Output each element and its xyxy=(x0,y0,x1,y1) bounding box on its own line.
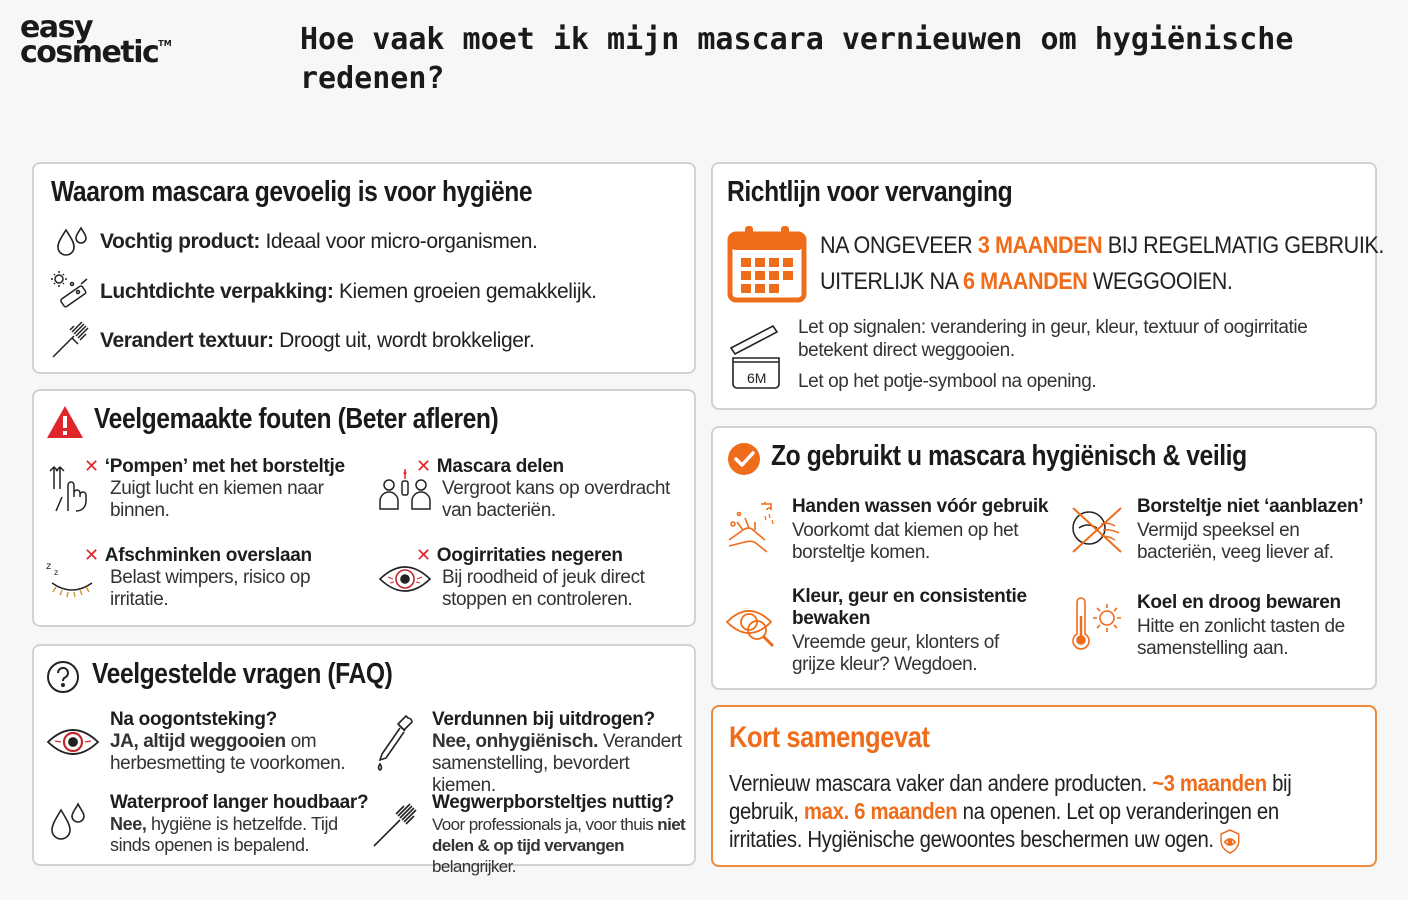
faq-3-answer: Nee, hygiëne is hetzelfde. Tijd sinds openen is bepalend. xyxy=(110,814,338,855)
card-mistakes-title: Veelgemaakte fouten (Beter afleren) xyxy=(94,403,499,435)
faq-4-question: Wegwerpborsteltjes nuttig? xyxy=(432,792,675,813)
mistake-4-body: Bij roodheid of jeuk direct stoppen en controleren. xyxy=(442,567,645,610)
faq-4-answer: Voor professionals ja, voor thuis niet delen & op tijd vervangen belangrijker. xyxy=(432,815,686,876)
guideline-line-2: UITERLIJK NA 6 MAANDEN WEGGOOIEN. xyxy=(820,268,1233,295)
shield-eye-icon xyxy=(1219,828,1240,854)
logo-line-1: easy xyxy=(20,10,93,45)
page-title: Hoe vaak moet ik mijn mascara vernieuwen om hygiënische redenen? xyxy=(300,22,1294,96)
usage-2-body: Vermijd speeksel en bacteriën, veeg liever af. xyxy=(1137,520,1334,563)
usage-2-title: Borsteltje niet ‘aanblazen’ xyxy=(1137,496,1364,517)
card-why-title: Waarom mascara gevoelig is voor hygiëne xyxy=(51,176,533,208)
summary-text: Vernieuw mascara vaker dan andere producten. ~3 maanden bij gebruik, max. 6 maanden na openen. Let op veranderingen en irritaties. Hygiënische gewoontes beschermen uw ogen. xyxy=(729,770,1292,852)
mistake-4-title: ✕ Oogirritaties negeren xyxy=(416,545,623,566)
logo-line-2: cosmetic xyxy=(20,34,159,70)
mascara-brush-icon xyxy=(50,320,94,360)
why-item-1: Vochtig product: Ideaal voor micro-organismen. xyxy=(100,230,538,253)
guideline-pao-text: Let op het potje-symbool na opening. xyxy=(798,371,1097,392)
card-faq xyxy=(32,644,696,876)
faq-1-answer: JA, altijd weggooien om herbesmetting te voorkomen. xyxy=(110,731,346,774)
usage-3-body: Vreemde geur, klonters of grijze kleur? Wegdoen. xyxy=(792,632,999,675)
hand-wash-icon xyxy=(725,500,779,558)
card-summary xyxy=(711,705,1377,867)
pao-label: 6M xyxy=(747,370,767,386)
faq-2-question: Verdunnen bij uitdrogen? xyxy=(432,709,655,730)
disposable-wand-icon xyxy=(370,796,420,850)
thermometer-sun-icon xyxy=(1069,596,1125,656)
card-why-hygiene xyxy=(32,162,696,374)
eye-magnifier-icon xyxy=(725,600,781,652)
guideline-signal-text: Let op signalen: verandering in geur, kleur, textuur of oogirritatie betekent direct weggooien. xyxy=(798,317,1308,361)
infected-eye-icon xyxy=(46,724,100,760)
warning-icon xyxy=(46,405,84,439)
summary-title: Kort samengevat xyxy=(729,721,930,754)
card-hygienic-usage xyxy=(711,426,1377,690)
water-drops-icon xyxy=(54,224,90,260)
card-faq-title: Veelgestelde vragen (FAQ) xyxy=(92,658,393,690)
faq-1-question: Na oogontsteking? xyxy=(110,709,277,730)
germ-tube-icon xyxy=(50,270,94,314)
faq-3-question: Waterproof langer houdbaar? xyxy=(110,792,369,813)
usage-4-title: Koel en droog bewaren xyxy=(1137,592,1341,613)
calendar-icon xyxy=(727,224,807,304)
logo-trademark: TM xyxy=(158,38,172,48)
card-usage-title: Zo gebruikt u mascara hygiënisch & veilig xyxy=(771,440,1247,472)
check-circle-icon xyxy=(727,442,761,476)
svg-text:z: z xyxy=(54,568,59,577)
mistake-3-body: Belast wimpers, risico op irritatie. xyxy=(110,567,311,610)
usage-4-body: Hitte en zonlicht tasten de samenstelling aan. xyxy=(1137,616,1345,659)
why-item-2: Luchtdichte verpakking: Kiemen groeien gemakkelijk. xyxy=(100,280,597,303)
svg-text:z: z xyxy=(46,561,52,572)
usage-3-title: Kleur, geur en consistentie bewaken xyxy=(792,586,1027,629)
mistake-3-title: ✕ Afschminken overslaan xyxy=(84,545,312,566)
brand-logo xyxy=(20,10,172,70)
mistake-2-title: ✕ Mascara delen xyxy=(416,456,564,477)
card-common-mistakes xyxy=(32,389,696,627)
mistake-1-title: ✕ ‘Pompen’ met het borsteltje xyxy=(84,456,345,477)
mistake-1-body: Zuigt lucht en kiemen naar binnen. xyxy=(110,478,324,521)
dropper-icon xyxy=(372,714,416,774)
usage-1-body: Voorkomt dat kiemen op het borsteltje komen. xyxy=(792,520,1019,563)
card-replacement-guideline xyxy=(711,162,1384,410)
guideline-line-1: NA ONGEVEER 3 MAANDEN BIJ REGELMATIG GEBRUIK. xyxy=(820,232,1384,259)
question-circle-icon xyxy=(46,660,80,694)
mistake-2-body: Vergroot kans op overdracht van bacteriën. xyxy=(442,478,670,521)
why-item-3: Verandert textuur: Droogt uit, wordt brokkeliger. xyxy=(100,329,535,352)
water-drops-icon xyxy=(48,800,88,846)
faq-2-answer: Nee, onhygiënisch. Verandert samenstelling, bevordert kiemen. xyxy=(432,731,682,796)
no-blowing-icon xyxy=(1069,502,1125,556)
usage-1-title: Handen wassen vóór gebruik xyxy=(792,496,1049,517)
card-guideline-title: Richtlijn voor vervanging xyxy=(727,176,1013,208)
